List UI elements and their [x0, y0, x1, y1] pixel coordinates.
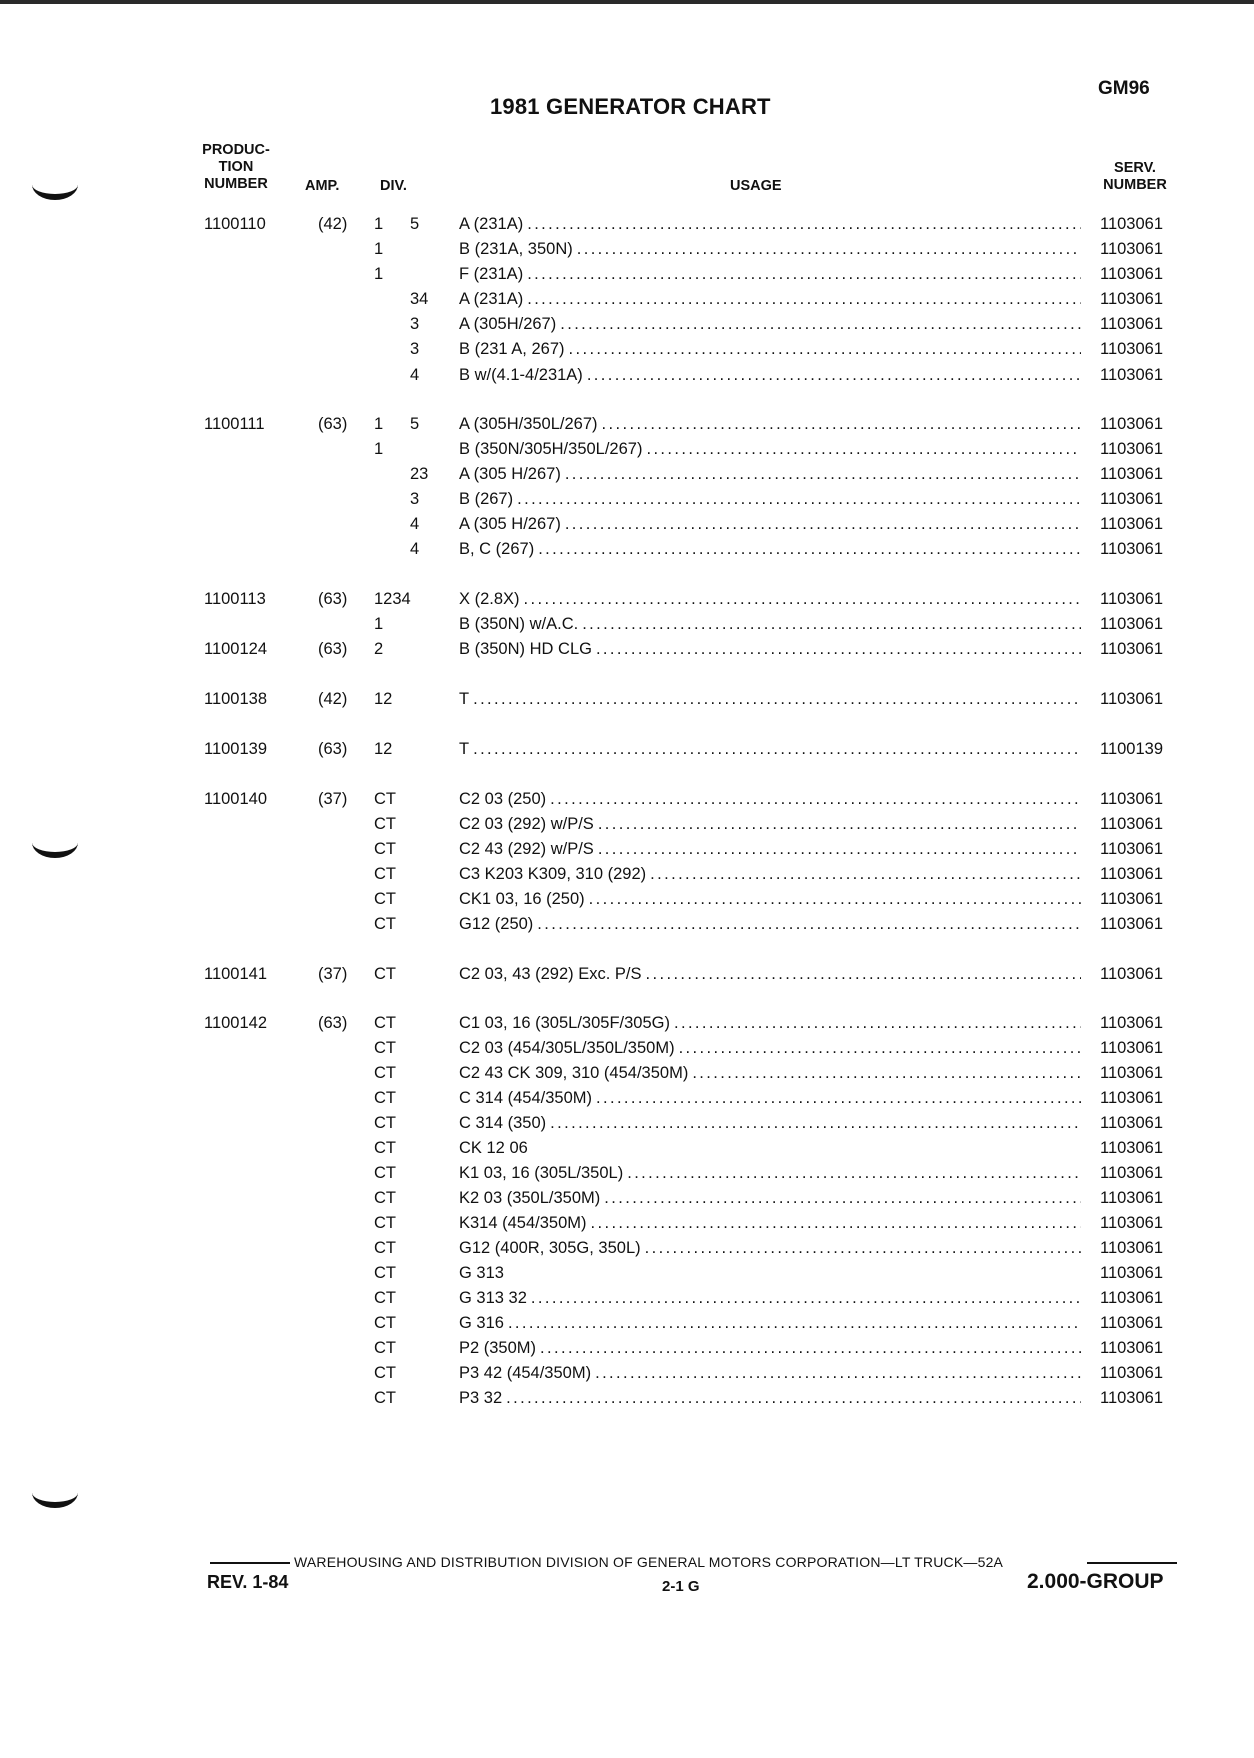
- usage-text: A (231A): [459, 290, 524, 308]
- dot-leader: [550, 787, 1081, 811]
- usage-cell: [459, 1261, 1081, 1285]
- dot-leader: [540, 1336, 1081, 1360]
- table-row: [0, 312, 1254, 336]
- div-secondary-cell: 5: [410, 215, 420, 233]
- table-row: [0, 1336, 1254, 1360]
- dot-leader: [595, 1361, 1081, 1385]
- column-header-production-number: PRODUC- TION NUMBER: [202, 142, 270, 192]
- service-number-cell: 1103061: [1100, 1264, 1164, 1282]
- usage-cell: [459, 212, 1081, 236]
- div-cell: CT: [374, 1289, 396, 1307]
- dot-leader: [577, 237, 1081, 261]
- div-cell: 1: [374, 215, 384, 233]
- usage-cell: [459, 512, 1081, 536]
- dot-leader: [565, 512, 1081, 536]
- div-cell: 1: [374, 240, 384, 258]
- service-number-cell: 1103061: [1100, 1114, 1164, 1132]
- table-row: [0, 1311, 1254, 1335]
- footer-rule-right: [1087, 1562, 1177, 1564]
- amp-cell: (63): [318, 415, 348, 433]
- dot-leader: [473, 687, 1081, 711]
- div-secondary-cell: 4: [410, 540, 420, 558]
- usage-text: C2 03 (454/305L/350L/350M): [459, 1039, 675, 1057]
- div-cell: CT: [374, 1089, 396, 1107]
- table-row: [0, 587, 1254, 611]
- service-number-cell: 1103061: [1100, 690, 1164, 708]
- revision-label: REV. 1-84: [207, 1572, 289, 1592]
- usage-text: A (305 H/267): [459, 515, 561, 533]
- service-number-cell: 1103061: [1100, 315, 1164, 333]
- usage-text: B (350N) HD CLG: [459, 640, 592, 658]
- table-row: [0, 1386, 1254, 1410]
- div-secondary-cell: 3: [410, 340, 420, 358]
- column-header-usage: USAGE: [730, 178, 782, 194]
- dot-leader: [679, 1036, 1081, 1060]
- usage-text: G 313: [459, 1264, 504, 1282]
- usage-text: B (231 A, 267): [459, 340, 565, 358]
- usage-cell: [459, 912, 1081, 936]
- usage-cell: [459, 862, 1081, 886]
- service-number-cell: 1103061: [1100, 290, 1164, 308]
- usage-cell: [459, 462, 1081, 486]
- usage-cell: [459, 687, 1081, 711]
- service-number-cell: 1103061: [1100, 1214, 1164, 1232]
- table-row: [0, 1211, 1254, 1235]
- service-number-cell: 1103061: [1100, 890, 1164, 908]
- table-row: [0, 487, 1254, 511]
- catalog-code: GM96: [1098, 78, 1150, 99]
- usage-cell: [459, 787, 1081, 811]
- dot-leader: [650, 862, 1081, 886]
- table-row: [0, 287, 1254, 311]
- service-number-cell: 1103061: [1100, 366, 1164, 384]
- usage-cell: [459, 1211, 1081, 1235]
- usage-text: P2 (350M): [459, 1339, 537, 1357]
- usage-text: B (267): [459, 490, 514, 508]
- footer-rule-left: [210, 1562, 290, 1564]
- dot-leader: [517, 487, 1081, 511]
- usage-text: B (231A, 350N): [459, 240, 573, 258]
- usage-cell: [459, 363, 1081, 387]
- usage-cell: [459, 1186, 1081, 1210]
- production-number-cell: 1100140: [204, 790, 268, 808]
- table-row: [0, 787, 1254, 811]
- dot-leader: [692, 1061, 1081, 1085]
- production-number-cell: 1100113: [204, 590, 266, 608]
- usage-cell: [459, 737, 1081, 761]
- dot-leader: [674, 1011, 1081, 1035]
- usage-cell: [459, 287, 1081, 311]
- usage-text: F (231A): [459, 265, 524, 283]
- table-row: [0, 887, 1254, 911]
- column-header-amp: AMP.: [305, 178, 340, 194]
- amp-cell: (37): [318, 965, 348, 983]
- table-row: [0, 337, 1254, 361]
- service-number-cell: 1103061: [1100, 1364, 1164, 1382]
- production-number-cell: 1100124: [204, 640, 268, 658]
- div-cell: CT: [374, 840, 396, 858]
- usage-cell: [459, 1311, 1081, 1335]
- div-cell: 2: [374, 640, 384, 658]
- div-secondary-cell: 3: [410, 315, 420, 333]
- service-number-cell: 1100139: [1100, 740, 1164, 758]
- production-number-cell: 1100141: [204, 965, 268, 983]
- div-cell: 1: [374, 265, 384, 283]
- dot-leader: [598, 837, 1081, 861]
- usage-text: C2 03, 43 (292) Exc. P/S: [459, 965, 642, 983]
- div-cell: CT: [374, 815, 396, 833]
- table-row: [0, 537, 1254, 561]
- usage-cell: [459, 337, 1081, 361]
- usage-cell: [459, 537, 1081, 561]
- usage-cell: [459, 1336, 1081, 1360]
- usage-text: CK 12 06: [459, 1139, 528, 1157]
- table-row: [0, 1036, 1254, 1060]
- production-number-cell: 1100111: [204, 415, 265, 433]
- usage-text: G12 (400R, 305G, 350L): [459, 1239, 641, 1257]
- usage-cell: [459, 1011, 1081, 1035]
- table-row: [0, 612, 1254, 636]
- usage-text: X (2.8X): [459, 590, 520, 608]
- dot-leader: [538, 537, 1081, 561]
- dot-leader: [508, 1311, 1081, 1335]
- div-secondary-cell: 23: [410, 465, 429, 483]
- amp-cell: (63): [318, 740, 348, 758]
- table-row: [0, 1011, 1254, 1035]
- usage-text: K1 03, 16 (305L/350L): [459, 1164, 624, 1182]
- amp-cell: (42): [318, 690, 348, 708]
- table-row: [0, 212, 1254, 236]
- usage-text: C 314 (350): [459, 1114, 547, 1132]
- service-number-cell: 1103061: [1100, 1089, 1164, 1107]
- usage-cell: [459, 412, 1081, 436]
- table-row: [0, 812, 1254, 836]
- usage-text: C1 03, 16 (305L/305F/305G): [459, 1014, 670, 1032]
- dot-leader: [604, 1186, 1081, 1210]
- usage-text: A (305H/267): [459, 315, 557, 333]
- usage-cell: [459, 487, 1081, 511]
- service-number-cell: 1103061: [1100, 515, 1164, 533]
- table-row: [0, 962, 1254, 986]
- div-cell: CT: [374, 865, 396, 883]
- service-number-cell: 1103061: [1100, 240, 1164, 258]
- table-row: [0, 912, 1254, 936]
- column-header-div: DIV.: [380, 178, 407, 194]
- dot-leader: [527, 212, 1081, 236]
- service-number-cell: 1103061: [1100, 415, 1164, 433]
- div-cell: CT: [374, 1214, 396, 1232]
- chart-title: 1981 GENERATOR CHART: [490, 94, 771, 119]
- table-row: [0, 1111, 1254, 1135]
- div-cell: CT: [374, 1139, 396, 1157]
- table-row: [0, 1086, 1254, 1110]
- amp-cell: (37): [318, 790, 348, 808]
- dot-leader: [565, 462, 1081, 486]
- service-number-cell: 1103061: [1100, 815, 1164, 833]
- usage-text: C2 03 (292) w/P/S: [459, 815, 594, 833]
- div-cell: CT: [374, 1389, 396, 1407]
- div-cell: CT: [374, 965, 396, 983]
- amp-cell: (63): [318, 640, 348, 658]
- dot-leader: [602, 412, 1081, 436]
- dot-leader: [587, 363, 1081, 387]
- usage-text: B w/(4.1-4/231A): [459, 366, 583, 384]
- dot-leader: [627, 1161, 1081, 1185]
- dot-leader: [582, 612, 1081, 636]
- usage-text: C2 43 (292) w/P/S: [459, 840, 594, 858]
- service-number-cell: 1103061: [1100, 840, 1164, 858]
- usage-cell: [459, 637, 1081, 661]
- dot-leader: [589, 887, 1081, 911]
- production-number-cell: 1100138: [204, 690, 268, 708]
- table-row: [0, 737, 1254, 761]
- div-cell: CT: [374, 915, 396, 933]
- usage-cell: [459, 1161, 1081, 1185]
- table-row: [0, 862, 1254, 886]
- amp-cell: (63): [318, 1014, 348, 1032]
- table-row: [0, 637, 1254, 661]
- table-row: [0, 837, 1254, 861]
- service-number-cell: 1103061: [1100, 615, 1164, 633]
- table-row: [0, 1286, 1254, 1310]
- production-number-cell: 1100142: [204, 1014, 268, 1032]
- div-cell: CT: [374, 1039, 396, 1057]
- div-cell: CT: [374, 790, 396, 808]
- service-number-cell: 1103061: [1100, 790, 1164, 808]
- service-number-cell: 1103061: [1100, 965, 1164, 983]
- usage-cell: [459, 1111, 1081, 1135]
- div-secondary-cell: 5: [410, 415, 420, 433]
- amp-cell: (42): [318, 215, 348, 233]
- div-cell: CT: [374, 1339, 396, 1357]
- div-cell: CT: [374, 1314, 396, 1332]
- dot-leader: [473, 737, 1081, 761]
- amp-cell: (63): [318, 590, 348, 608]
- table-row: [0, 237, 1254, 261]
- dot-leader: [596, 637, 1081, 661]
- table-row: [0, 1361, 1254, 1385]
- usage-text: P3 42 (454/350M): [459, 1364, 592, 1382]
- service-number-cell: 1103061: [1100, 215, 1164, 233]
- usage-text: T: [459, 690, 470, 708]
- usage-cell: [459, 437, 1081, 461]
- div-cell: 1234: [374, 590, 411, 608]
- top-border: [0, 0, 1254, 4]
- usage-text: A (305H/350L/267): [459, 415, 598, 433]
- table-row: [0, 262, 1254, 286]
- dot-leader: [646, 962, 1081, 986]
- service-number-cell: 1103061: [1100, 1289, 1164, 1307]
- dot-leader: [527, 287, 1081, 311]
- div-cell: 12: [374, 740, 393, 758]
- div-cell: 1: [374, 615, 384, 633]
- usage-cell: [459, 312, 1081, 336]
- usage-text: CK1 03, 16 (250): [459, 890, 585, 908]
- punch-hole-mark: [32, 168, 78, 200]
- div-cell: CT: [374, 1189, 396, 1207]
- usage-text: B, C (267): [459, 540, 535, 558]
- table-row: [0, 1161, 1254, 1185]
- usage-text: C3 K203 K309, 310 (292): [459, 865, 647, 883]
- usage-text: T: [459, 740, 470, 758]
- usage-text: G 316: [459, 1314, 504, 1332]
- dot-leader: [646, 437, 1081, 461]
- dot-leader: [596, 1086, 1081, 1110]
- usage-text: A (305 H/267): [459, 465, 561, 483]
- service-number-cell: 1103061: [1100, 1314, 1164, 1332]
- table-row: [0, 1236, 1254, 1260]
- usage-cell: [459, 237, 1081, 261]
- production-number-cell: 1100139: [204, 740, 268, 758]
- dot-leader: [550, 1111, 1081, 1135]
- service-number-cell: 1103061: [1100, 265, 1164, 283]
- dot-leader: [645, 1236, 1081, 1260]
- group-number: 2.000-GROUP: [1027, 1570, 1164, 1593]
- usage-text: K2 03 (350L/350M): [459, 1189, 601, 1207]
- production-number-cell: 1100110: [204, 215, 266, 233]
- table-row: [0, 1061, 1254, 1085]
- usage-cell: [459, 962, 1081, 986]
- dot-leader: [560, 312, 1081, 336]
- div-cell: 1: [374, 415, 384, 433]
- usage-text: A (231A): [459, 215, 524, 233]
- service-number-cell: 1103061: [1100, 340, 1164, 358]
- div-secondary-cell: 4: [410, 366, 420, 384]
- dot-leader: [527, 262, 1081, 286]
- div-cell: CT: [374, 1114, 396, 1132]
- service-number-cell: 1103061: [1100, 490, 1164, 508]
- usage-cell: [459, 1386, 1081, 1410]
- service-number-cell: 1103061: [1100, 1339, 1164, 1357]
- div-cell: CT: [374, 1014, 396, 1032]
- table-row: [0, 437, 1254, 461]
- usage-cell: [459, 1361, 1081, 1385]
- punch-hole-mark: [32, 1476, 78, 1508]
- usage-cell: [459, 1136, 1081, 1160]
- usage-text: B (350N) w/A.C.: [459, 615, 579, 633]
- usage-cell: [459, 587, 1081, 611]
- usage-cell: [459, 612, 1081, 636]
- usage-text: P3 32: [459, 1389, 503, 1407]
- table-row: [0, 412, 1254, 436]
- div-cell: 1: [374, 440, 384, 458]
- usage-text: K314 (454/350M): [459, 1214, 587, 1232]
- dot-leader: [537, 912, 1081, 936]
- page-number: 2-1 G: [662, 1578, 700, 1595]
- usage-cell: [459, 887, 1081, 911]
- service-number-cell: 1103061: [1100, 1039, 1164, 1057]
- service-number-cell: 1103061: [1100, 640, 1164, 658]
- usage-cell: [459, 812, 1081, 836]
- table-row: [0, 462, 1254, 486]
- table-row: [0, 1136, 1254, 1160]
- service-number-cell: 1103061: [1100, 1064, 1164, 1082]
- service-number-cell: 1103061: [1100, 540, 1164, 558]
- dot-leader: [524, 587, 1081, 611]
- dot-leader: [591, 1211, 1082, 1235]
- div-cell: CT: [374, 890, 396, 908]
- service-number-cell: 1103061: [1100, 590, 1164, 608]
- usage-cell: [459, 1286, 1081, 1310]
- dot-leader: [598, 812, 1081, 836]
- usage-cell: [459, 1236, 1081, 1260]
- usage-text: B (350N/305H/350L/267): [459, 440, 643, 458]
- service-number-cell: 1103061: [1100, 1139, 1164, 1157]
- footer-text: WAREHOUSING AND DISTRIBUTION DIVISION OF GENERAL MOTORS CORPORATION—LT TRUCK—52A: [294, 1554, 1004, 1570]
- usage-cell: [459, 1061, 1081, 1085]
- div-cell: CT: [374, 1364, 396, 1382]
- usage-text: G12 (250): [459, 915, 534, 933]
- usage-text: C2 43 CK 309, 310 (454/350M): [459, 1064, 689, 1082]
- div-cell: 12: [374, 690, 393, 708]
- service-number-cell: 1103061: [1100, 465, 1164, 483]
- div-secondary-cell: 3: [410, 490, 420, 508]
- div-secondary-cell: 4: [410, 515, 420, 533]
- service-number-cell: 1103061: [1100, 1014, 1164, 1032]
- usage-cell: [459, 1086, 1081, 1110]
- service-number-cell: 1103061: [1100, 1189, 1164, 1207]
- usage-text: G 313 32: [459, 1289, 527, 1307]
- usage-cell: [459, 837, 1081, 861]
- table-row: [0, 1261, 1254, 1285]
- service-number-cell: 1103061: [1100, 915, 1164, 933]
- service-number-cell: 1103061: [1100, 1389, 1164, 1407]
- usage-text: C 314 (454/350M): [459, 1089, 592, 1107]
- usage-cell: [459, 1036, 1081, 1060]
- table-row: [0, 363, 1254, 387]
- table-row: [0, 687, 1254, 711]
- div-cell: CT: [374, 1164, 396, 1182]
- div-secondary-cell: 34: [410, 290, 429, 308]
- dot-leader: [569, 337, 1082, 361]
- table-row: [0, 512, 1254, 536]
- table-row: [0, 1186, 1254, 1210]
- usage-text: C2 03 (250): [459, 790, 547, 808]
- service-number-cell: 1103061: [1100, 865, 1164, 883]
- service-number-cell: 1103061: [1100, 1239, 1164, 1257]
- div-cell: CT: [374, 1064, 396, 1082]
- div-cell: CT: [374, 1239, 396, 1257]
- div-cell: CT: [374, 1264, 396, 1282]
- service-number-cell: 1103061: [1100, 440, 1164, 458]
- dot-leader: [506, 1386, 1081, 1410]
- column-header-service-number: SERV. NUMBER: [1103, 160, 1167, 193]
- service-number-cell: 1103061: [1100, 1164, 1164, 1182]
- dot-leader: [531, 1286, 1081, 1310]
- usage-cell: [459, 262, 1081, 286]
